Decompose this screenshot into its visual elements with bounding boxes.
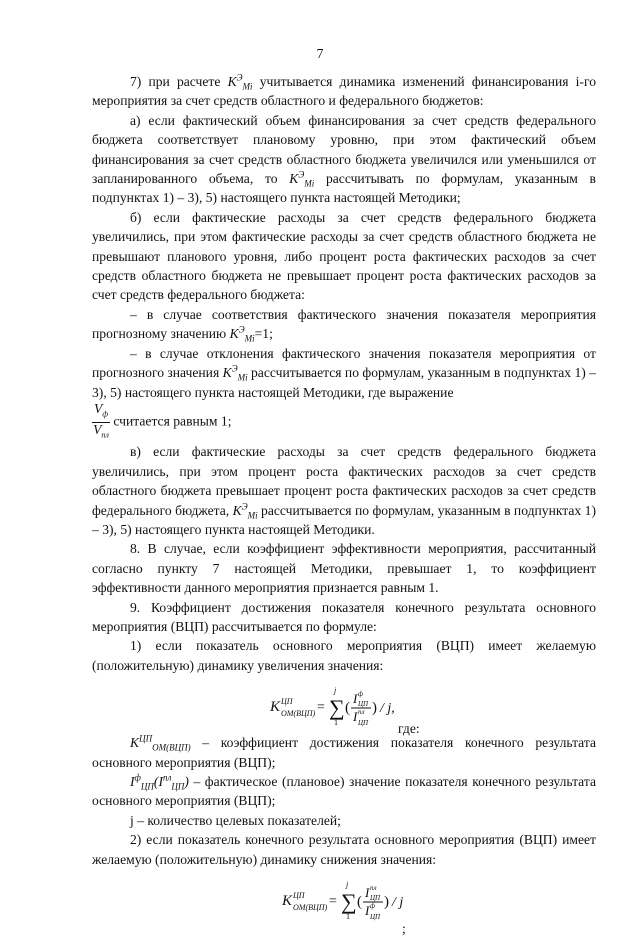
k-mi-symbol: $K^Э_{Мi}$	[227, 72, 253, 92]
page-number: 7	[316, 46, 324, 61]
svg-text:j: j	[346, 880, 349, 890]
definition-j: j – количество целевых показателей;	[130, 812, 341, 828]
definition-coefficient-text: – коэффициент достижения показателя конечного результата основного мероприятия (ВЦП);	[92, 735, 596, 770]
svg-text:/ j,: / j,	[380, 701, 395, 717]
svg-text:K: K	[282, 893, 293, 910]
k-mi-symbol: $K^Э_{Мi}$	[222, 363, 248, 383]
paragraph-b-case-2-mid: рассчитывается по формулам, указанным в подпунктах 1) – 3), 5) настоящего пункта настоящей Методики, где выражение	[92, 365, 596, 400]
formula-1-graphic	[92, 683, 596, 729]
svg-text:=: =	[317, 700, 325, 716]
svg-text:I: I	[365, 903, 370, 919]
svg-text:): )	[372, 700, 377, 717]
k-mi-symbol: $K^Э_{Мi}$	[229, 324, 255, 344]
i-indicator-symbol: $I^ф_{ЦП}(I^{пл}_{ЦП})$	[130, 772, 189, 792]
svg-text:1: 1	[346, 912, 350, 922]
paragraph-v	[92, 442, 596, 539]
svg-text:пл: пл	[370, 884, 377, 893]
paragraph-9-1: 1) если показатель основного мероприятия (ВЦП) имеет желаемую (положительную) динамику увеличения значения:	[92, 638, 596, 673]
svg-text:j: j	[334, 686, 337, 696]
svg-text:/ j: / j	[392, 895, 404, 911]
svg-text:ЦП: ЦП	[358, 700, 369, 709]
paragraph-9: 9. Коэффициент достижения показателя конечного результата основного мероприятия (ВЦП) рассчитывается по формуле:	[92, 599, 596, 634]
svg-text:=: =	[329, 894, 337, 910]
definition-coefficient	[92, 733, 596, 772]
definition-indicator-text: – фактическое (плановое) значение показателя конечного результата основного мероприятия (ВЦП);	[92, 774, 597, 809]
svg-text:ЦП: ЦП	[293, 891, 305, 901]
svg-text:1: 1	[334, 718, 338, 728]
formula-1	[92, 683, 596, 737]
paragraph-a-end: рассчитывать по формулам, указанным в подпунктах 1) – 3), 5) настоящего пункта настоящей Методики;	[92, 171, 596, 206]
svg-text:∑: ∑	[329, 695, 345, 721]
paragraph-b-case-1-end: =1;	[254, 326, 273, 342]
svg-text:ЦП: ЦП	[281, 697, 293, 707]
paragraph-7-end: учитывается динамика изменений финансирования i-го мероприятия за счет средств областного и федерального бюджетов:	[92, 74, 596, 109]
svg-text:I: I	[353, 691, 358, 707]
paragraph-b-case-1	[92, 305, 596, 344]
svg-text:ЦП: ЦП	[370, 913, 381, 922]
svg-text:): )	[384, 894, 389, 911]
svg-text:∑: ∑	[341, 889, 357, 915]
svg-text:ОМ(ВЦП): ОМ(ВЦП)	[293, 903, 328, 913]
document-body	[92, 72, 597, 937]
svg-text:ЦП: ЦП	[358, 719, 369, 728]
svg-text:(: (	[345, 700, 350, 717]
svg-text:ОМ(ВЦП): ОМ(ВЦП)	[281, 709, 316, 719]
svg-text:(: (	[357, 894, 362, 911]
paragraph-7	[92, 72, 596, 111]
svg-text:K: K	[270, 699, 281, 716]
k-om-symbol: $K^{ЦП}_{ОМ(ВЦП)}$	[130, 733, 191, 753]
k-mi-symbol: $K^Э_{Мi}$	[289, 169, 315, 189]
paragraph-a-start: а) если фактический объем финансирования за счет средств федерального бюджета соответствует плановому уровню, при этом фактический объем финансирования за счет средств областного бюджета увеличился или уменьшился от запланированного объема, то	[92, 112, 596, 187]
formula-2	[92, 877, 596, 937]
paragraph-7-start: 7) при расчете	[130, 74, 221, 89]
paragraph-8: 8. В случае, если коэффициент эффективности мероприятия, рассчитанный согласно пункту 7 настоящей Методики, превышает 1, то коэффициент эффективности данного мероприятия признается равным 1.	[92, 541, 596, 596]
formula-2-graphic	[92, 877, 596, 923]
paragraph-b-case-2-start: – в случае отклонения фактического значения показателя мероприятия от прогнозного значения	[92, 345, 596, 381]
paragraph-9-2: 2) если показатель конечного результата основного мероприятия (ВЦП) имеет желаемую (положительную) динамику снижения значения:	[92, 832, 596, 867]
svg-text:ф: ф	[370, 902, 375, 911]
definition-indicator	[92, 772, 596, 811]
svg-text:ф: ф	[358, 690, 363, 699]
svg-text:пл: пл	[358, 708, 365, 717]
paragraph-b-case-2	[92, 344, 596, 402]
paragraph-b-case-1-start: – в случае соответствия фактического значения показателя мероприятия прогнозному значению	[92, 306, 596, 342]
svg-text:I: I	[353, 709, 358, 725]
formula-1-where: где:	[398, 721, 420, 737]
paragraph-v-end: рассчитывается по формулам, указанным в подпунктах 1) – 3), 5) настоящего пункта настоящей Методики.	[92, 502, 596, 537]
v-fraction: $\frac{V_ф}{V_{пл}}$	[93, 400, 109, 440]
paragraph-v-start: в) если фактические расходы за счет средств федерального бюджета увеличились, при этом процент роста фактических расходов за счет средств областного бюджета превышает процент роста фактических расходов за счет средств федерального бюджета,	[92, 444, 596, 518]
k-mi-symbol: $K^Э_{Мi}$	[232, 501, 258, 521]
svg-text:I: I	[365, 885, 370, 901]
paragraph-b-case-2-fraction-line	[92, 402, 596, 442]
formula-2-tail: ;	[402, 921, 406, 937]
paragraph-a	[92, 111, 596, 208]
svg-text:ЦП: ЦП	[370, 894, 381, 903]
paragraph-b: б) если фактические расходы за счет средств федерального бюджета увеличились, при этом фактические расходы за счет средств областного бюджета не превышают планового уровня, либо процент роста фактических расходов за счет средств областного бюджета не превышает процент роста фактических расходов за счет средств федерального бюджета:	[92, 209, 596, 303]
paragraph-b-case-2-end: считается равным 1;	[113, 413, 232, 429]
